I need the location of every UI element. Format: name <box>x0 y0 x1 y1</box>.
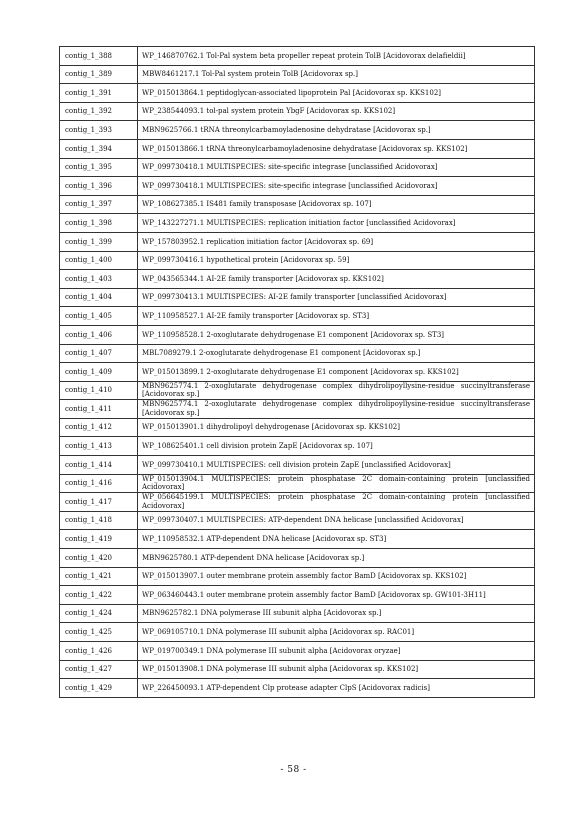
protein-description-cell: MBN9625774.1 2-oxoglutarate dehydrogenase complex dihydrolipoyllysine-residue succinyltransferase [Acidovorax sp.] <box>138 400 535 419</box>
protein-description-cell: WP_099730418.1 MULTISPECIES: site-specific integrase [unclassified Acidovorax] <box>138 177 535 196</box>
table-row <box>60 363 535 382</box>
contig-id-cell: contig_1_420 <box>60 549 138 568</box>
table-row <box>60 679 535 698</box>
protein-description-cell: WP_099730407.1 MULTISPECIES: ATP-dependent DNA helicase [unclassified Acidovorax] <box>138 511 535 530</box>
contig-id-cell: contig_1_395 <box>60 158 138 177</box>
protein-description-cell: WP_015013907.1 outer membrane protein assembly factor BamD [Acidovorax sp. KKS102] <box>138 567 535 586</box>
table-row <box>60 418 535 437</box>
table-body <box>60 47 535 698</box>
contig-id-cell: contig_1_411 <box>60 400 138 419</box>
protein-description-cell: WP_108627385.1 IS481 family transposase [Acidovorax sp. 107] <box>138 195 535 214</box>
table-row <box>60 474 535 493</box>
contig-id-cell: contig_1_404 <box>60 288 138 307</box>
table-row <box>60 437 535 456</box>
contig-id-cell: contig_1_392 <box>60 102 138 121</box>
protein-description-cell: WP_056645199.1 MULTISPECIES: protein phosphatase 2C domain-containing protein [unclassified Acidovorax] <box>138 493 535 512</box>
contig-id-cell: contig_1_418 <box>60 511 138 530</box>
contig-annotation-table <box>59 46 535 698</box>
protein-description-cell: MBN9625780.1 ATP-dependent DNA helicase [Acidovorax sp.] <box>138 549 535 568</box>
table-row <box>60 158 535 177</box>
contig-id-cell: contig_1_391 <box>60 84 138 103</box>
contig-id-cell: contig_1_388 <box>60 47 138 66</box>
contig-id-cell: contig_1_419 <box>60 530 138 549</box>
table-row <box>60 344 535 363</box>
contig-id-cell: contig_1_416 <box>60 474 138 493</box>
contig-id-cell: contig_1_396 <box>60 177 138 196</box>
protein-description-cell: WP_110958528.1 2-oxoglutarate dehydrogenase E1 component [Acidovorax sp. ST3] <box>138 325 535 344</box>
protein-description-cell: WP_238544093.1 tol-pal system protein YbgF [Acidovorax sp. KKS102] <box>138 102 535 121</box>
protein-description-cell: WP_015013864.1 peptidoglycan-associated lipoprotein Pal [Acidovorax sp. KKS102] <box>138 84 535 103</box>
contig-id-cell: contig_1_399 <box>60 232 138 251</box>
protein-description-cell: WP_099730416.1 hypothetical protein [Acidovorax sp. 59] <box>138 251 535 270</box>
protein-description-cell: MBN9625782.1 DNA polymerase III subunit alpha [Acidovorax sp.] <box>138 604 535 623</box>
contig-id-cell: contig_1_407 <box>60 344 138 363</box>
protein-description-cell: WP_143227271.1 MULTISPECIES: replication initiation factor [unclassified Acidovorax] <box>138 214 535 233</box>
contig-id-cell: contig_1_421 <box>60 567 138 586</box>
table-row <box>60 567 535 586</box>
contig-id-cell: contig_1_426 <box>60 642 138 661</box>
table-row <box>60 195 535 214</box>
protein-description-cell: WP_157803952.1 replication initiation factor [Acidovorax sp. 69] <box>138 232 535 251</box>
protein-description-cell: MBL7089279.1 2-oxoglutarate dehydrogenase E1 component [Acidovorax sp.] <box>138 344 535 363</box>
contig-id-cell: contig_1_412 <box>60 418 138 437</box>
table-row <box>60 586 535 605</box>
table-row <box>60 511 535 530</box>
protein-description-cell: MBN9625774.1 2-oxoglutarate dehydrogenase complex dihydrolipoyllysine-residue succinyltransferase [Acidovorax sp.] <box>138 381 535 400</box>
table-row <box>60 177 535 196</box>
table-row <box>60 400 535 419</box>
contig-id-cell: contig_1_409 <box>60 363 138 382</box>
contig-id-cell: contig_1_400 <box>60 251 138 270</box>
table-row <box>60 121 535 140</box>
contig-id-cell: contig_1_393 <box>60 121 138 140</box>
table-row <box>60 325 535 344</box>
table-row <box>60 549 535 568</box>
protein-description-cell: WP_015013904.1 MULTISPECIES: protein phosphatase 2C domain-containing protein [unclassified Acidovorax] <box>138 474 535 493</box>
contig-id-cell: contig_1_417 <box>60 493 138 512</box>
protein-description-cell: WP_110958527.1 AI-2E family transporter [Acidovorax sp. ST3] <box>138 307 535 326</box>
page-number: - 58 - <box>280 765 307 775</box>
contig-id-cell: contig_1_394 <box>60 139 138 158</box>
contig-id-cell: contig_1_410 <box>60 381 138 400</box>
table-row <box>60 307 535 326</box>
protein-description-cell: MBW8461217.1 Tol-Pal system protein TolB [Acidovorax sp.] <box>138 65 535 84</box>
protein-description-cell: WP_099730410.1 MULTISPECIES: cell division protein ZapE [unclassified Acidovorax] <box>138 456 535 475</box>
table-row <box>60 604 535 623</box>
protein-description-cell: WP_015013899.1 2-oxoglutarate dehydrogenase E1 component [Acidovorax sp. KKS102] <box>138 363 535 382</box>
table-row <box>60 102 535 121</box>
table-row <box>60 251 535 270</box>
protein-description-cell: WP_099730413.1 MULTISPECIES: AI-2E family transporter [unclassified Acidovorax] <box>138 288 535 307</box>
contig-id-cell: contig_1_424 <box>60 604 138 623</box>
table-row <box>60 288 535 307</box>
table-row <box>60 214 535 233</box>
protein-description-cell: WP_146870762.1 Tol-Pal system beta propeller repeat protein TolB [Acidovorax delafieldii] <box>138 47 535 66</box>
protein-description-cell: WP_015013901.1 dihydrolipoyl dehydrogenase [Acidovorax sp. KKS102] <box>138 418 535 437</box>
protein-description-cell: WP_015013866.1 tRNA threonylcarbamoyladenosine dehydratase [Acidovorax sp. KKS102] <box>138 139 535 158</box>
table-row <box>60 139 535 158</box>
contig-id-cell: contig_1_406 <box>60 325 138 344</box>
table-row <box>60 530 535 549</box>
contig-id-cell: contig_1_425 <box>60 623 138 642</box>
contig-id-cell: contig_1_389 <box>60 65 138 84</box>
table-row <box>60 270 535 289</box>
protein-description-cell: WP_015013908.1 DNA polymerase III subunit alpha [Acidovorax sp. KKS102] <box>138 660 535 679</box>
contig-id-cell: contig_1_397 <box>60 195 138 214</box>
table-row <box>60 65 535 84</box>
contig-id-cell: contig_1_422 <box>60 586 138 605</box>
protein-description-cell: WP_063460443.1 outer membrane protein assembly factor BamD [Acidovorax sp. GW101-3H11] <box>138 586 535 605</box>
table-row <box>60 84 535 103</box>
contig-id-cell: contig_1_405 <box>60 307 138 326</box>
protein-description-cell: WP_099730418.1 MULTISPECIES: site-specific integrase [unclassified Acidovorax] <box>138 158 535 177</box>
table-row <box>60 381 535 400</box>
table-row <box>60 493 535 512</box>
table-row <box>60 660 535 679</box>
protein-description-cell: WP_069105710.1 DNA polymerase III subunit alpha [Acidovorax sp. RAC01] <box>138 623 535 642</box>
table-row <box>60 232 535 251</box>
contig-id-cell: contig_1_414 <box>60 456 138 475</box>
contig-id-cell: contig_1_403 <box>60 270 138 289</box>
protein-description-cell: WP_226450093.1 ATP-dependent Clp protease adapter ClpS [Acidovorax radicis] <box>138 679 535 698</box>
table-row <box>60 456 535 475</box>
contig-id-cell: contig_1_413 <box>60 437 138 456</box>
table-row <box>60 623 535 642</box>
protein-description-cell: WP_108625401.1 cell division protein ZapE [Acidovorax sp. 107] <box>138 437 535 456</box>
contig-id-cell: contig_1_427 <box>60 660 138 679</box>
table-row <box>60 47 535 66</box>
table-row <box>60 642 535 661</box>
protein-description-cell: WP_110958532.1 ATP-dependent DNA helicase [Acidovorax sp. ST3] <box>138 530 535 549</box>
contig-id-cell: contig_1_398 <box>60 214 138 233</box>
protein-description-cell: WP_019700349.1 DNA polymerase III subunit alpha [Acidovorax oryzae] <box>138 642 535 661</box>
protein-description-cell: WP_043565344.1 AI-2E family transporter [Acidovorax sp. KKS102] <box>138 270 535 289</box>
protein-description-cell: MBN9625766.1 tRNA threonylcarbamoyladenosine dehydratase [Acidovorax sp.] <box>138 121 535 140</box>
contig-id-cell: contig_1_429 <box>60 679 138 698</box>
